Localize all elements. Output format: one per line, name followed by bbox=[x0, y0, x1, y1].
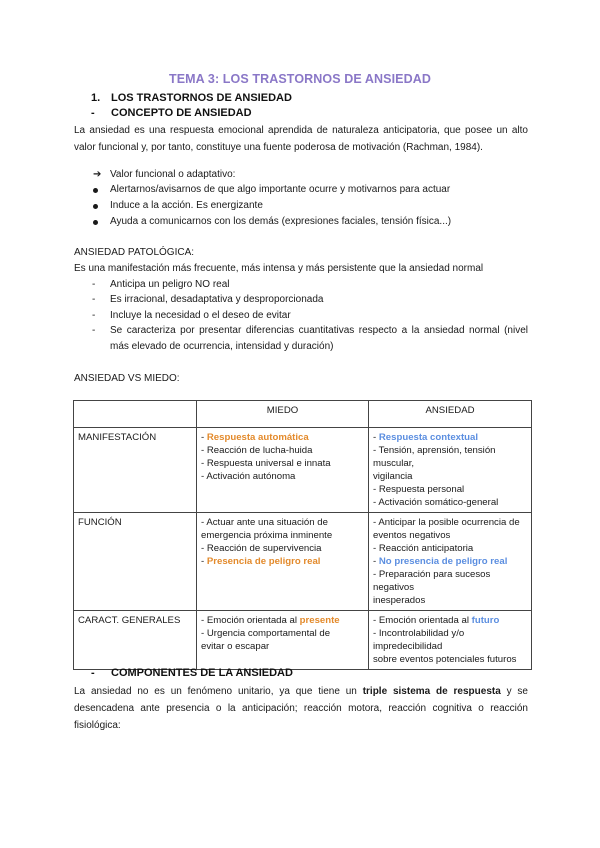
list-item: Es irracional, desadaptativa y desproporcionada bbox=[110, 294, 324, 305]
bold-text: triple sistema de respuesta bbox=[362, 686, 501, 697]
cell-line: sobre eventos potenciales futuros bbox=[373, 654, 517, 665]
dash-marker: - bbox=[91, 107, 95, 119]
table-header-cell: ANSIEDAD bbox=[369, 401, 532, 428]
cell-line: - Anticipar la posible ocurrencia de bbox=[373, 517, 520, 528]
vs-heading: ANSIEDAD VS MIEDO: bbox=[74, 373, 180, 384]
cell-line: - Emoción orientada al futuro bbox=[373, 615, 500, 626]
cell-line: - Activación autónoma bbox=[201, 471, 296, 482]
cell-line: - Actuar ante una situación de bbox=[201, 517, 328, 528]
section-heading-1 bbox=[91, 92, 292, 104]
page-title: TEMA 3: LOS TRASTORNOS DE ANSIEDAD bbox=[169, 72, 431, 86]
cell-line: - Reacción anticipatoria bbox=[373, 543, 474, 554]
intro-paragraph: La ansiedad es una respuesta emocional aprendida de naturaleza anticipatoria, que posee un alto valor funcional y, por tanto, constituye una fuente poderosa de motivación (Rachman, 1984). bbox=[74, 125, 528, 153]
patologica-intro: Es una manifestación más frecuente, más intensa y más persistente que la ansiedad normal bbox=[74, 263, 484, 274]
comparison-table bbox=[73, 400, 532, 670]
table-cell-miedo bbox=[197, 513, 369, 611]
highlight-text: Presencia de peligro real bbox=[206, 556, 321, 567]
list-item: Incluye la necesidad o el deseo de evitar bbox=[110, 310, 291, 321]
cell-line: - Respuesta contextual bbox=[373, 432, 479, 443]
section-number: 1. bbox=[91, 92, 101, 104]
cell-line: - Respuesta automática bbox=[201, 432, 309, 443]
list-item: Ayuda a comunicarnos con los demás (expresiones faciales, tensión física...) bbox=[110, 216, 452, 227]
table-cell-miedo bbox=[197, 428, 369, 513]
cell-line: - Respuesta universal e innata bbox=[201, 458, 331, 469]
subheading-label: CONCEPTO DE ANSIEDAD bbox=[111, 107, 252, 119]
highlight-text: futuro bbox=[471, 615, 500, 626]
list-item: Induce a la acción. Es energizante bbox=[110, 200, 263, 211]
row-label: MANIFESTACIÓN bbox=[74, 428, 197, 513]
cell-line: vigilancia bbox=[373, 471, 413, 482]
highlight-text: No presencia de peligro real bbox=[378, 556, 508, 567]
cell-line: evitar o escapar bbox=[201, 641, 270, 652]
componentes-paragraph: La ansiedad no es un fenómeno unitario, ya que tiene un triple sistema de respuesta y se desencadena ante presencia o la anticipación; reacción motora, reacción cognitiva o reacción fisiológica: bbox=[74, 686, 528, 731]
dash-marker: - bbox=[92, 325, 96, 336]
section-label: LOS TRASTORNOS DE ANSIEDAD bbox=[111, 92, 292, 104]
cell-line: - Presencia de peligro real bbox=[201, 556, 321, 567]
table-row bbox=[74, 611, 532, 670]
list-item: Anticipa un peligro NO real bbox=[110, 279, 230, 290]
dash-marker: - bbox=[92, 279, 96, 290]
cell-line: - Incontrolabilidad y/o impredecibilidad bbox=[373, 628, 465, 652]
row-label: FUNCIÓN bbox=[74, 513, 197, 611]
cell-line: - Activación somático-general bbox=[373, 497, 499, 508]
table-row bbox=[74, 513, 532, 611]
cell-line: emergencia próxima inminente bbox=[201, 530, 333, 541]
table-cell-ansiedad bbox=[369, 428, 532, 513]
table-row bbox=[74, 428, 532, 513]
subheading-componentes bbox=[91, 667, 293, 679]
cell-line: - Reacción de supervivencia bbox=[201, 543, 322, 554]
bullet-icon bbox=[93, 188, 98, 193]
bullet-icon bbox=[93, 220, 98, 225]
highlight-text: Respuesta automática bbox=[206, 432, 309, 443]
cell-line: - Reacción de lucha-huida bbox=[201, 445, 313, 456]
table-header-cell bbox=[74, 401, 197, 428]
cell-line: - Tensión, aprensión, tensión muscular, bbox=[373, 445, 496, 469]
list-item-continuation: más elevado de ocurrencia, intensidad y duración) bbox=[110, 341, 334, 352]
list-item: Alertarnos/avisarnos de que algo importante ocurre y motivarnos para actuar bbox=[110, 184, 451, 195]
dash-marker: - bbox=[91, 667, 95, 679]
cell-line: - Respuesta personal bbox=[373, 484, 465, 495]
table-header-row bbox=[74, 401, 532, 428]
cell-line: - No presencia de peligro real bbox=[373, 556, 508, 567]
row-label: CARACT. GENERALES bbox=[74, 611, 197, 670]
table-header-cell: MIEDO bbox=[197, 401, 369, 428]
list-item: Se caracteriza por presentar diferencias cuantitativas respecto a la ansiedad normal (nivel bbox=[110, 325, 528, 336]
cell-line: eventos negativos bbox=[373, 530, 451, 541]
table-cell-miedo bbox=[197, 611, 369, 670]
subheading-concepto bbox=[91, 107, 252, 119]
highlight-text: presente bbox=[299, 615, 340, 626]
cell-line: inesperados bbox=[373, 595, 426, 606]
valor-heading: Valor funcional o adaptativo: bbox=[110, 169, 236, 180]
patologica-heading: ANSIEDAD PATOLÓGICA: bbox=[74, 247, 195, 258]
dash-marker: - bbox=[92, 310, 96, 321]
arrow-icon: ➔ bbox=[93, 169, 102, 180]
cell-line: - Preparación para sucesos negativos bbox=[373, 569, 491, 593]
dash-marker: - bbox=[92, 294, 96, 305]
table-cell-ansiedad bbox=[369, 513, 532, 611]
subheading-label: COMPONENTES DE LA ANSIEDAD bbox=[111, 667, 293, 679]
table-cell-ansiedad bbox=[369, 611, 532, 670]
cell-line: - Emoción orientada al presente bbox=[201, 615, 340, 626]
bullet-icon bbox=[93, 204, 98, 209]
highlight-text: Respuesta contextual bbox=[378, 432, 479, 443]
cell-line: - Urgencia comportamental de bbox=[201, 628, 331, 639]
